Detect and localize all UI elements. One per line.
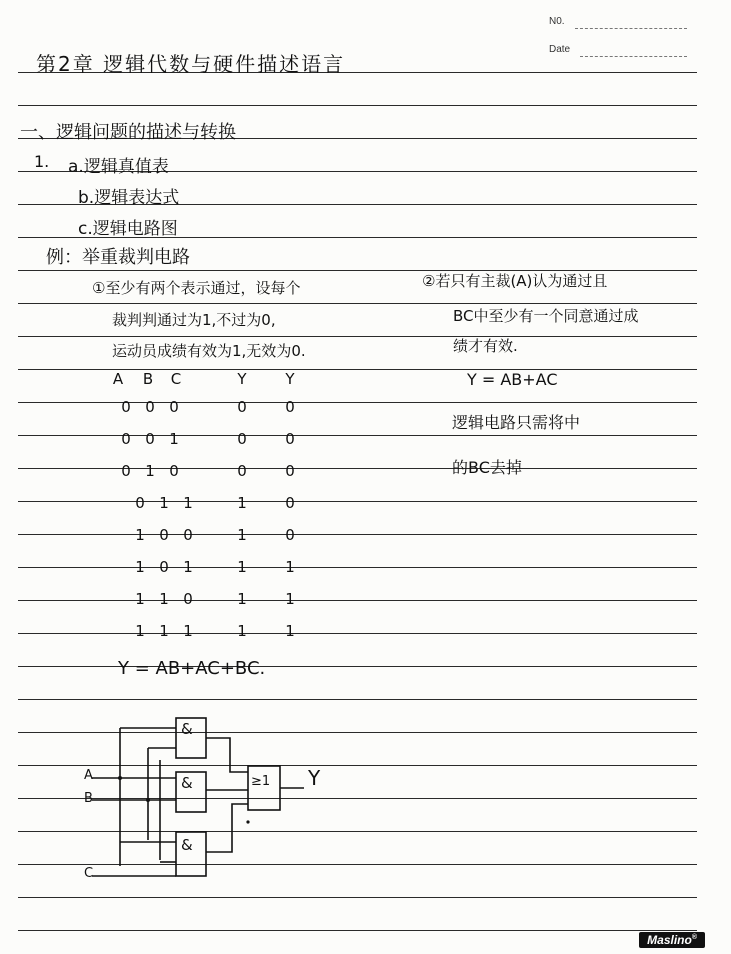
condition-1-line: 运动员成绩有效为1,无效为0.	[112, 342, 306, 360]
truth-table-cell: 1	[237, 622, 247, 640]
truth-table-cell: 0	[169, 462, 179, 480]
section-heading: 一、逻辑问题的描述与转换	[20, 122, 236, 143]
truth-table-cell: 0	[285, 430, 295, 448]
condition-1-line: ①至少有两个表示通过，设每个	[92, 279, 301, 297]
truth-table-cell: 0	[285, 526, 295, 544]
list-item: a.逻辑真值表	[68, 157, 169, 177]
truth-table-cell: 1	[135, 526, 145, 544]
wire-and3-or	[206, 804, 248, 852]
note-line: 的BC去掉	[452, 458, 522, 477]
truth-table-cell: 1	[135, 590, 145, 608]
truth-table-cell: 1	[145, 462, 155, 480]
truth-table-cell: 0	[183, 526, 193, 544]
truth-table-cell: 1	[237, 526, 247, 544]
and-gate-3-label: &	[181, 836, 193, 854]
and-gate-1-label: &	[181, 720, 193, 738]
truth-table-cell: 1	[285, 622, 295, 640]
column-header: B	[142, 370, 154, 388]
number-label: N0.	[549, 16, 565, 27]
truth-table-cell: 0	[285, 398, 295, 416]
column-header: A	[112, 370, 124, 388]
truth-table-cell: 1	[135, 622, 145, 640]
truth-table-cell: 1	[159, 622, 169, 640]
condition-2-line: ②若只有主裁(A)认为通过且	[422, 272, 608, 290]
input-a-label: A	[84, 768, 93, 783]
or-gate-label: ≥1	[251, 774, 271, 789]
chapter-title: 第2章 逻辑代数与硬件描述语言	[36, 52, 346, 76]
truth-table-cell: 0	[121, 398, 131, 416]
truth-table-cell: 0	[183, 590, 193, 608]
truth-table-cell: 1	[135, 558, 145, 576]
truth-table-cell: 0	[285, 494, 295, 512]
truth-table-cell: 1	[159, 590, 169, 608]
truth-table-cell: 0	[121, 430, 131, 448]
wire-and1-or	[206, 738, 248, 772]
truth-table-cell: 1	[285, 590, 295, 608]
truth-table-cell: 1	[237, 494, 247, 512]
truth-table-cell: 1	[237, 558, 247, 576]
column-header: C	[170, 370, 182, 388]
truth-table-cell: 1	[285, 558, 295, 576]
item-number: 1.	[34, 152, 50, 171]
condition-1-line: 裁判判通过为1,不过为0,	[112, 311, 276, 329]
truth-table-cell: 1	[159, 494, 169, 512]
truth-table-cell: 1	[169, 430, 179, 448]
example-label: 例：举重裁判电路	[46, 247, 190, 268]
output-y-label: Y	[308, 766, 321, 790]
and-gate-2-label: &	[181, 774, 193, 792]
truth-table-cell: 0	[145, 430, 155, 448]
column-header: Y	[237, 370, 247, 388]
truth-table-cell: 1	[183, 558, 193, 576]
column-header: Y	[285, 370, 295, 388]
truth-table-cell: 0	[237, 462, 247, 480]
note-line: 逻辑电路只需将中	[452, 413, 581, 432]
expression-1: Y = AB+AC+BC.	[118, 658, 266, 679]
brand-logo: Maslino®	[639, 932, 705, 948]
truth-table-cell: 0	[159, 526, 169, 544]
condition-2-line: BC中至少有一个同意通过成	[453, 307, 639, 325]
truth-table-cell: 0	[285, 462, 295, 480]
list-item: b.逻辑表达式	[78, 188, 180, 208]
input-c-label: C	[84, 866, 94, 881]
truth-table-cell: 1	[237, 590, 247, 608]
expression-2: Y = AB+AC	[467, 370, 558, 389]
truth-table-cell: 1	[183, 494, 193, 512]
truth-table-cell: 0	[121, 462, 131, 480]
date-label: Date	[549, 44, 571, 55]
truth-table-cell: 1	[183, 622, 193, 640]
truth-table-cell: 0	[159, 558, 169, 576]
truth-table-cell: 0	[237, 430, 247, 448]
truth-table-cell: 0	[145, 398, 155, 416]
truth-table-cell: 0	[135, 494, 145, 512]
truth-table-cell: 0	[237, 398, 247, 416]
list-item: c.逻辑电路图	[78, 219, 178, 239]
truth-table-cell: 0	[169, 398, 179, 416]
condition-2-line: 绩才有效.	[453, 337, 518, 355]
input-b-label: B	[84, 791, 93, 806]
